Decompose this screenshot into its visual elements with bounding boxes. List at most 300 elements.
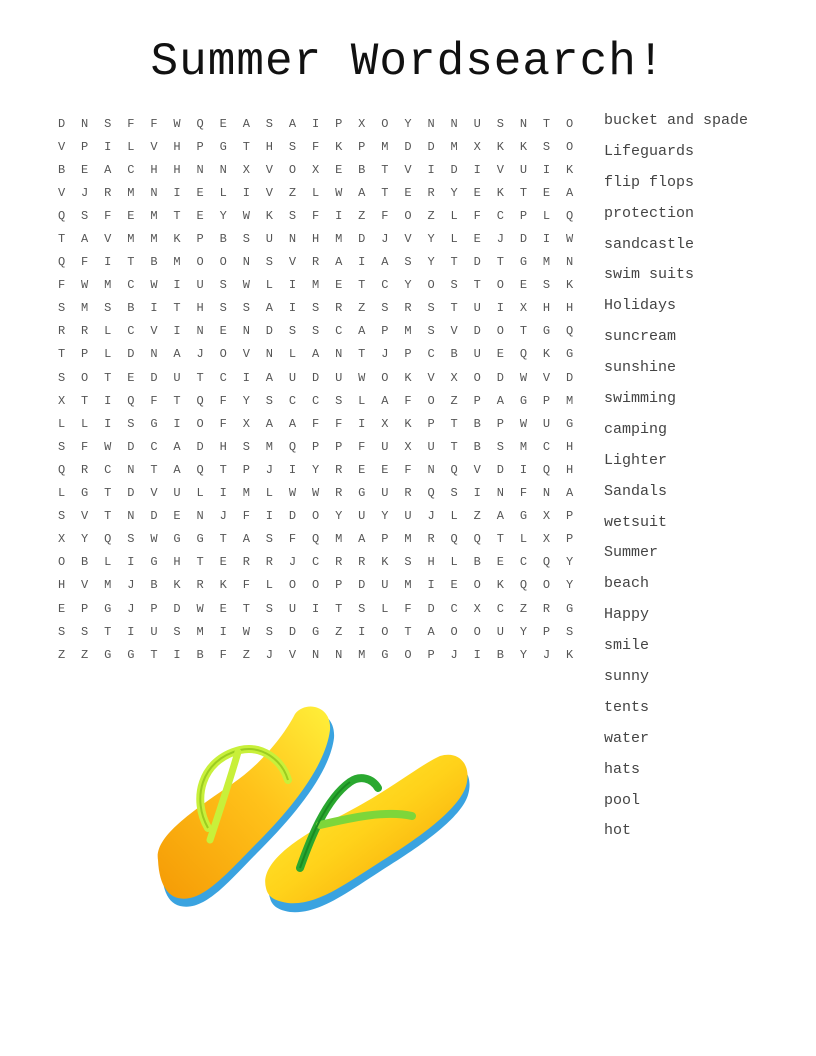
grid-letter: A	[566, 486, 574, 501]
grid-letter: H	[219, 439, 227, 454]
grid-letter: Y	[519, 624, 528, 639]
grid-letter: D	[404, 139, 412, 154]
grid-letter: T	[381, 185, 389, 200]
grid-letter: M	[542, 255, 551, 270]
grid-letter: F	[81, 439, 89, 454]
grid-letter: W	[196, 601, 204, 616]
grid-letter: I	[173, 278, 181, 293]
grid-letter: T	[150, 462, 158, 477]
grid-letter: Z	[450, 393, 458, 408]
grid-letter: T	[450, 416, 458, 431]
grid-letter: Z	[335, 624, 343, 639]
grid-letter: W	[288, 486, 297, 501]
grid-letter: Q	[542, 462, 551, 477]
grid-letter: Q	[127, 393, 135, 408]
grid-letter: R	[242, 555, 250, 570]
grid-letter: S	[242, 439, 250, 454]
grid-letter: T	[496, 255, 504, 270]
grid-letter: S	[311, 324, 320, 339]
grid-letter: W	[519, 416, 528, 431]
grid-letter: I	[104, 255, 112, 270]
grid-letter: H	[311, 232, 320, 247]
grid-letter: S	[265, 624, 273, 639]
grid-letter: T	[127, 255, 135, 270]
grid-letter: L	[196, 486, 204, 501]
grid-letter: T	[173, 208, 181, 223]
grid-letter: S	[127, 532, 135, 547]
grid-letter: X	[542, 532, 551, 547]
grid-letter: S	[496, 116, 504, 131]
grid-letter: H	[196, 301, 204, 316]
word-list-item: swim suits	[604, 266, 695, 284]
grid-letter: Q	[542, 555, 551, 570]
grid-letter: Y	[519, 647, 528, 662]
grid-letter: D	[358, 232, 366, 247]
grid-letter: T	[219, 532, 227, 547]
grid-letter: Z	[473, 509, 481, 524]
grid-letter: F	[404, 393, 412, 408]
grid-letter: I	[150, 301, 158, 316]
grid-letter: S	[104, 116, 112, 131]
grid-letter: X	[57, 393, 66, 408]
grid-letter: C	[219, 370, 227, 385]
grid-letter: C	[519, 555, 528, 570]
grid-letter: E	[473, 232, 481, 247]
grid-letter: V	[288, 647, 297, 662]
grid-letter: M	[127, 232, 135, 247]
grid-letter: V	[404, 232, 412, 247]
grid-letter: X	[358, 116, 366, 131]
word-list-item: sandcastle	[604, 235, 695, 253]
word-list-item: wetsuit	[604, 513, 668, 531]
grid-letter: D	[265, 324, 273, 339]
grid-letter: T	[173, 393, 181, 408]
grid-letter: E	[57, 601, 66, 616]
grid-letter: T	[104, 370, 112, 385]
grid-letter: I	[127, 555, 135, 570]
grid-letter: B	[473, 555, 481, 570]
grid-letter: C	[127, 324, 135, 339]
grid-letter: Q	[427, 486, 435, 501]
grid-letter: O	[196, 255, 204, 270]
grid-letter: Q	[311, 532, 320, 547]
grid-letter: K	[404, 370, 412, 385]
grid-letter: A	[265, 370, 273, 385]
grid-letter: U	[542, 416, 551, 431]
grid-letter: T	[519, 185, 528, 200]
grid-letter: O	[427, 278, 435, 293]
grid-letter: D	[288, 624, 297, 639]
grid-letter: Q	[566, 208, 574, 223]
grid-letter: M	[265, 439, 273, 454]
grid-letter: T	[450, 255, 458, 270]
grid-letter: O	[404, 208, 412, 223]
grid-letter: R	[335, 555, 343, 570]
grid-letter: P	[81, 347, 89, 362]
grid-letter: J	[219, 509, 227, 524]
grid-letter: I	[542, 232, 551, 247]
grid-letter: I	[311, 116, 320, 131]
grid-letter: N	[496, 486, 504, 501]
grid-letter: P	[404, 347, 412, 362]
grid-letter: Q	[450, 532, 458, 547]
grid-letter: N	[427, 462, 435, 477]
grid-letter: I	[265, 509, 273, 524]
grid-letter: G	[219, 139, 227, 154]
grid-letter: X	[242, 416, 250, 431]
grid-letter: X	[57, 532, 66, 547]
grid-letter: F	[519, 486, 528, 501]
grid-letter: W	[519, 370, 528, 385]
grid-letter: A	[358, 324, 366, 339]
grid-letter: S	[265, 393, 273, 408]
grid-letter: U	[473, 116, 481, 131]
grid-letter: E	[219, 116, 227, 131]
grid-letter: U	[496, 624, 504, 639]
grid-letter: F	[104, 208, 112, 223]
grid-letter: O	[381, 116, 389, 131]
grid-letter: A	[381, 255, 389, 270]
grid-letter: F	[358, 439, 366, 454]
grid-letter: T	[57, 232, 66, 247]
grid-letter: O	[450, 624, 458, 639]
grid-letter: I	[358, 416, 366, 431]
grid-letter: X	[473, 601, 481, 616]
grid-letter: P	[358, 139, 366, 154]
grid-letter: S	[358, 601, 366, 616]
grid-letter: V	[57, 139, 66, 154]
grid-letter: U	[473, 301, 481, 316]
grid-letter: R	[265, 555, 273, 570]
grid-letter: X	[381, 416, 389, 431]
grid-letter: G	[81, 486, 89, 501]
grid-letter: X	[311, 162, 320, 177]
grid-letter: A	[496, 393, 504, 408]
grid-letter: O	[473, 370, 481, 385]
grid-letter: H	[566, 439, 574, 454]
grid-letter: B	[450, 347, 458, 362]
grid-letter: Q	[196, 116, 204, 131]
grid-letter: U	[427, 439, 435, 454]
grid-letter: E	[196, 208, 204, 223]
grid-letter: O	[219, 347, 227, 362]
grid-letter: I	[104, 139, 112, 154]
grid-letter: R	[427, 532, 435, 547]
grid-letter: V	[542, 370, 551, 385]
grid-letter: Q	[473, 532, 481, 547]
grid-letter: B	[473, 439, 481, 454]
grid-letter: K	[265, 208, 273, 223]
grid-letter: S	[242, 301, 250, 316]
grid-letter: S	[450, 278, 458, 293]
grid-letter: J	[127, 578, 135, 593]
grid-letter: A	[381, 393, 389, 408]
grid-letter: S	[288, 208, 297, 223]
grid-letter: K	[381, 555, 389, 570]
grid-letter: A	[242, 532, 250, 547]
grid-letter: D	[57, 116, 66, 131]
grid-letter: F	[473, 208, 481, 223]
grid-letter: D	[127, 486, 135, 501]
grid-letter: Y	[219, 208, 227, 223]
grid-letter: R	[335, 462, 343, 477]
grid-letter: N	[127, 462, 135, 477]
grid-letter: N	[219, 162, 227, 177]
grid-letter: F	[242, 509, 250, 524]
grid-letter: I	[427, 578, 435, 593]
grid-letter: R	[104, 185, 112, 200]
grid-letter: T	[57, 347, 66, 362]
grid-letter: V	[57, 185, 66, 200]
grid-letter: Z	[81, 647, 89, 662]
grid-letter: R	[81, 324, 89, 339]
grid-letter: E	[404, 185, 412, 200]
grid-letter: S	[127, 416, 135, 431]
grid-letter: P	[242, 462, 250, 477]
grid-letter: L	[57, 486, 66, 501]
grid-letter: S	[496, 439, 504, 454]
grid-letter: D	[496, 370, 504, 385]
grid-letter: S	[219, 278, 227, 293]
grid-letter: P	[542, 393, 551, 408]
grid-letter: M	[173, 255, 181, 270]
grid-letter: K	[566, 647, 574, 662]
grid-letter: I	[219, 624, 227, 639]
grid-letter: M	[335, 232, 343, 247]
grid-letter: S	[311, 301, 320, 316]
grid-letter: K	[219, 578, 227, 593]
grid-letter: E	[335, 162, 343, 177]
grid-letter: V	[150, 139, 158, 154]
grid-letter: F	[242, 578, 250, 593]
grid-letter: O	[311, 509, 320, 524]
grid-letter: V	[104, 232, 112, 247]
grid-letter: U	[358, 509, 366, 524]
grid-letter: W	[150, 278, 158, 293]
grid-letter: O	[288, 578, 297, 593]
grid-letter: A	[173, 439, 181, 454]
grid-letter: P	[150, 601, 158, 616]
grid-letter: P	[381, 532, 389, 547]
grid-letter: Y	[404, 116, 412, 131]
word-list-item: Sandals	[604, 482, 668, 500]
grid-letter: Y	[566, 555, 574, 570]
word-list-item: camping	[604, 420, 668, 438]
grid-letter: T	[542, 116, 551, 131]
grid-letter: S	[288, 139, 297, 154]
grid-letter: M	[150, 232, 158, 247]
grid-letter: W	[358, 370, 366, 385]
grid-letter: S	[219, 301, 227, 316]
grid-letter: P	[196, 139, 204, 154]
grid-letter: P	[496, 416, 504, 431]
grid-letter: T	[219, 462, 227, 477]
grid-letter: C	[311, 393, 320, 408]
grid-letter: N	[519, 116, 528, 131]
grid-letter: H	[173, 555, 181, 570]
grid-letter: G	[196, 532, 204, 547]
grid-letter: I	[242, 185, 250, 200]
grid-letter: B	[358, 162, 366, 177]
grid-letter: E	[519, 278, 528, 293]
grid-letter: F	[127, 116, 135, 131]
grid-letter: I	[173, 324, 181, 339]
grid-letter: M	[381, 139, 389, 154]
grid-letter: Z	[519, 601, 528, 616]
grid-letter: I	[173, 416, 181, 431]
grid-letter: A	[173, 462, 181, 477]
grid-letter: R	[542, 601, 551, 616]
grid-letter: L	[288, 347, 297, 362]
grid-letter: N	[265, 347, 273, 362]
grid-letter: E	[127, 370, 135, 385]
grid-letter: D	[311, 370, 320, 385]
grid-letter: D	[427, 601, 435, 616]
grid-letter: M	[450, 139, 458, 154]
grid-letter: Q	[57, 462, 66, 477]
grid-letter: F	[288, 532, 297, 547]
grid-letter: S	[381, 301, 389, 316]
grid-letter: C	[288, 393, 297, 408]
grid-letter: L	[519, 532, 528, 547]
grid-letter: B	[150, 578, 158, 593]
grid-letter: L	[127, 139, 135, 154]
grid-letter: U	[381, 578, 389, 593]
grid-letter: T	[381, 162, 389, 177]
grid-letter: M	[358, 647, 366, 662]
grid-letter: S	[288, 324, 297, 339]
grid-letter: E	[358, 462, 366, 477]
grid-letter: S	[57, 370, 66, 385]
grid-letter: L	[104, 555, 112, 570]
word-list	[604, 110, 804, 851]
grid-letter: C	[496, 208, 504, 223]
grid-letter: O	[496, 324, 504, 339]
grid-letter: H	[566, 301, 574, 316]
grid-letter: R	[404, 301, 412, 316]
grid-letter: O	[496, 278, 504, 293]
grid-letter: R	[427, 185, 435, 200]
grid-letter: N	[542, 486, 551, 501]
grid-letter: T	[450, 439, 458, 454]
grid-letter: B	[127, 301, 135, 316]
grid-letter: R	[57, 324, 66, 339]
grid-letter: Q	[104, 532, 112, 547]
grid-letter: J	[265, 462, 273, 477]
grid-letter: V	[496, 162, 504, 177]
grid-letter: J	[542, 647, 551, 662]
grid-letter: J	[381, 347, 389, 362]
grid-letter: L	[450, 509, 458, 524]
grid-letter: T	[242, 601, 250, 616]
grid-letter: P	[81, 601, 89, 616]
grid-letter: I	[127, 624, 135, 639]
grid-letter: N	[427, 116, 435, 131]
grid-letter: G	[566, 347, 574, 362]
grid-letter: I	[473, 647, 481, 662]
grid-letter: S	[57, 509, 66, 524]
grid-letter: I	[104, 393, 112, 408]
word-list-item: Happy	[604, 606, 650, 624]
grid-letter: O	[196, 416, 204, 431]
grid-letter: Z	[288, 185, 297, 200]
grid-letter: V	[265, 162, 273, 177]
grid-letter: C	[427, 347, 435, 362]
grid-letter: A	[265, 301, 273, 316]
grid-letter: H	[57, 578, 66, 593]
grid-letter: Q	[57, 255, 66, 270]
grid-letter: H	[265, 139, 273, 154]
grid-letter: W	[173, 116, 181, 131]
grid-letter: I	[496, 301, 504, 316]
grid-letter: B	[81, 555, 89, 570]
grid-letter: I	[335, 208, 343, 223]
grid-letter: Q	[57, 208, 66, 223]
grid-letter: F	[311, 416, 320, 431]
grid-letter: K	[519, 139, 528, 154]
grid-letter: X	[450, 370, 458, 385]
grid-letter: R	[81, 462, 89, 477]
grid-letter: A	[358, 185, 366, 200]
grid-letter: L	[81, 416, 89, 431]
grid-letter: I	[288, 462, 297, 477]
grid-letter: K	[496, 139, 504, 154]
grid-letter: L	[381, 601, 389, 616]
grid-letter: S	[542, 278, 551, 293]
grid-letter: L	[57, 416, 66, 431]
letter-grid	[50, 112, 581, 666]
grid-letter: B	[150, 255, 158, 270]
grid-letter: V	[473, 462, 481, 477]
grid-letter: K	[542, 347, 551, 362]
grid-letter: U	[519, 162, 528, 177]
word-list-item: swimming	[604, 390, 677, 408]
grid-letter: S	[265, 255, 273, 270]
grid-letter: S	[427, 324, 435, 339]
grid-letter: E	[219, 555, 227, 570]
grid-letter: I	[473, 162, 481, 177]
grid-letter: N	[335, 647, 343, 662]
grid-letter: K	[566, 278, 574, 293]
grid-letter: J	[450, 647, 458, 662]
grid-letter: M	[404, 532, 412, 547]
grid-letter: T	[358, 278, 366, 293]
grid-letter: T	[104, 509, 112, 524]
grid-letter: I	[242, 370, 250, 385]
word-list-item: hot	[604, 822, 632, 840]
grid-letter: O	[404, 647, 412, 662]
grid-letter: Y	[242, 393, 250, 408]
grid-letter: K	[173, 578, 181, 593]
grid-letter: F	[311, 208, 320, 223]
grid-letter: A	[566, 185, 574, 200]
grid-letter: Q	[519, 347, 528, 362]
grid-letter: M	[242, 486, 250, 501]
grid-letter: D	[519, 232, 528, 247]
grid-letter: G	[150, 416, 158, 431]
grid-letter: L	[358, 393, 366, 408]
grid-letter: I	[173, 647, 181, 662]
grid-letter: T	[358, 347, 366, 362]
grid-letter: F	[81, 255, 89, 270]
grid-letter: F	[311, 139, 320, 154]
grid-letter: U	[288, 370, 297, 385]
grid-letter: S	[450, 486, 458, 501]
grid-letter: A	[81, 232, 89, 247]
grid-letter: G	[566, 601, 574, 616]
grid-letter: I	[358, 624, 366, 639]
grid-letter: U	[381, 439, 389, 454]
